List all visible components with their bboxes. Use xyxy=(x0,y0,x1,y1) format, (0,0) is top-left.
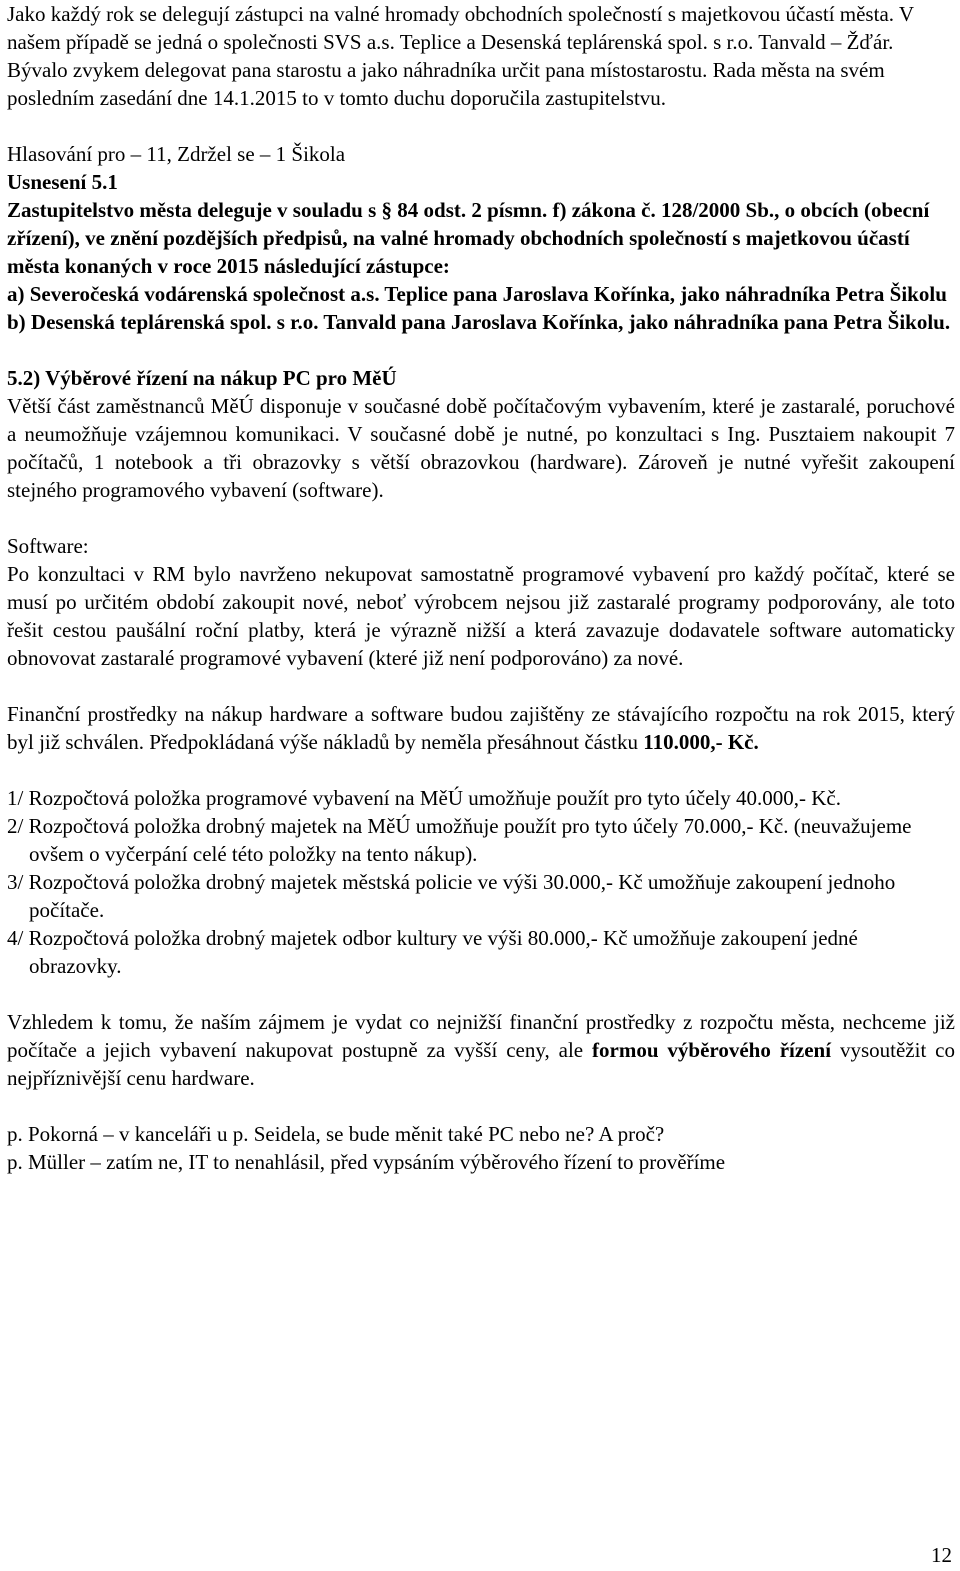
tender-text-start: Vzhledem k tomu, že naším zájmem je vydat co nejnižší finanční prostředky z rozpočtu města, nechceme již počítače a jejich vybavení nakupovat postupně za vyšší ceny, ale xyxy=(7,1010,955,1062)
funding-amount: 110.000,- Kč. xyxy=(643,730,759,754)
resolution-item-a: a) Severočeská vodárenská společnost a.s. Teplice pana Jaroslava Kořínka, jako náhradníka Petra Šikolu xyxy=(7,282,947,306)
budget-item-1: 1/ Rozpočtová položka programové vybavení na MěÚ umožňuje použít pro tyto účely 40.000,- Kč. xyxy=(7,786,841,810)
budget-item-2: 2/ Rozpočtová položka drobný majetek na MěÚ umožňuje použít pro tyto účely 70.000,- Kč. (neuvažujeme ovšem o vyčerpání celé této položky na tento nákup). xyxy=(7,814,912,866)
document-content xyxy=(7,0,955,1176)
question-pokorna: p. Pokorná – v kanceláři u p. Seidela, se bude měnit také PC nebo ne? A proč? xyxy=(7,1122,665,1146)
tender-paragraph xyxy=(7,1008,955,1092)
software-heading: Software: xyxy=(7,534,89,558)
tender-text-end: vysoutěžit co nejpříznivější cenu hardware. xyxy=(7,1038,956,1090)
vote-result: Hlasování pro – 11, Zdržel se – 1 Šikola xyxy=(7,142,346,166)
page-number: 12 xyxy=(931,1543,952,1567)
answer-muller: p. Müller – zatím ne, IT to nenahlásil, před vypsáním výběrového řízení to prověříme xyxy=(7,1150,726,1174)
hardware-paragraph: Větší část zaměstnanců MěÚ disponuje v současné době počítačovým vybavením, které je zastaralé, poruchové a neumožňuje vzájemnou komunikaci. V současné době je nutné, po konzultaci s Ing. Pusztaiem nakoupit 7 počítačů, 1 notebook a tři obrazovky s větší obrazovkou (hardware). Zároveň je nutné vyřešit zakoupení stejného programového vybavení (software). xyxy=(7,394,955,502)
resolution-title: Usnesení 5.1 xyxy=(7,170,118,194)
resolution-text: Zastupitelstvo města deleguje v souladu s § 84 odst. 2 písmn. f) zákona č. 128/2000 Sb., o obcích (obecní zřízení), ve znění pozdějších předpisů, na valné hromady obchodních společností s majetkovou účastí města konaných v roce 2015 následující zástupce: xyxy=(7,198,930,278)
software-paragraph: Po konzultaci v RM bylo navrženo nekupovat samostatně programové vybavení pro každý počítač, které se musí po určitém období zakoupit nové, neboť výrobcem nejsou již zastaralé programy podporovány, ale toto řešit cestou paušální roční platby, která je výrazně nižší a která zavazuje dodavatele software automaticky obnovovat zastaralé programové vybavení (které již není podporováno) za nové. xyxy=(7,562,955,670)
intro-paragraph: Jako každý rok se delegují zástupci na valné hromady obchodních společností s majetkovou účastí města. V našem případě se jedná o společnosti SVS a.s. Teplice a Desenská teplárenská spol. s r.o. Tanvald – Žďár. Bývalo zvykem delegovat pana starostu a jako náhradníka určit pana místostarostu. Rada města na svém posledním zasedání dne 14.1.2015 to v tomto duchu doporučila zastupitelstvu. xyxy=(7,2,914,110)
funding-paragraph xyxy=(7,700,955,756)
budget-item-4: 4/ Rozpočtová položka drobný majetek odbor kultury ve výši 80.000,- Kč umožňuje zakoupení jedné obrazovky. xyxy=(7,926,858,978)
funding-text: Finanční prostředky na nákup hardware a software budou zajištěny ze stávajícího rozpočtu na rok 2015, který byl již schválen. Předpokládaná výše nákladů by neměla přesáhnout částku xyxy=(7,702,955,754)
section-heading: 5.2) Výběrové řízení na nákup PC pro MěÚ xyxy=(7,366,397,390)
tender-text-bold: formou výběrového řízení xyxy=(592,1038,832,1062)
budget-item-3: 3/ Rozpočtová položka drobný majetek městská policie ve výši 30.000,- Kč umožňuje zakoupení jednoho počítače. xyxy=(7,870,896,922)
resolution-item-b: b) Desenská teplárenská spol. s r.o. Tanvald pana Jaroslava Kořínka, jako náhradníka pana Petra Šikolu. xyxy=(7,310,951,334)
